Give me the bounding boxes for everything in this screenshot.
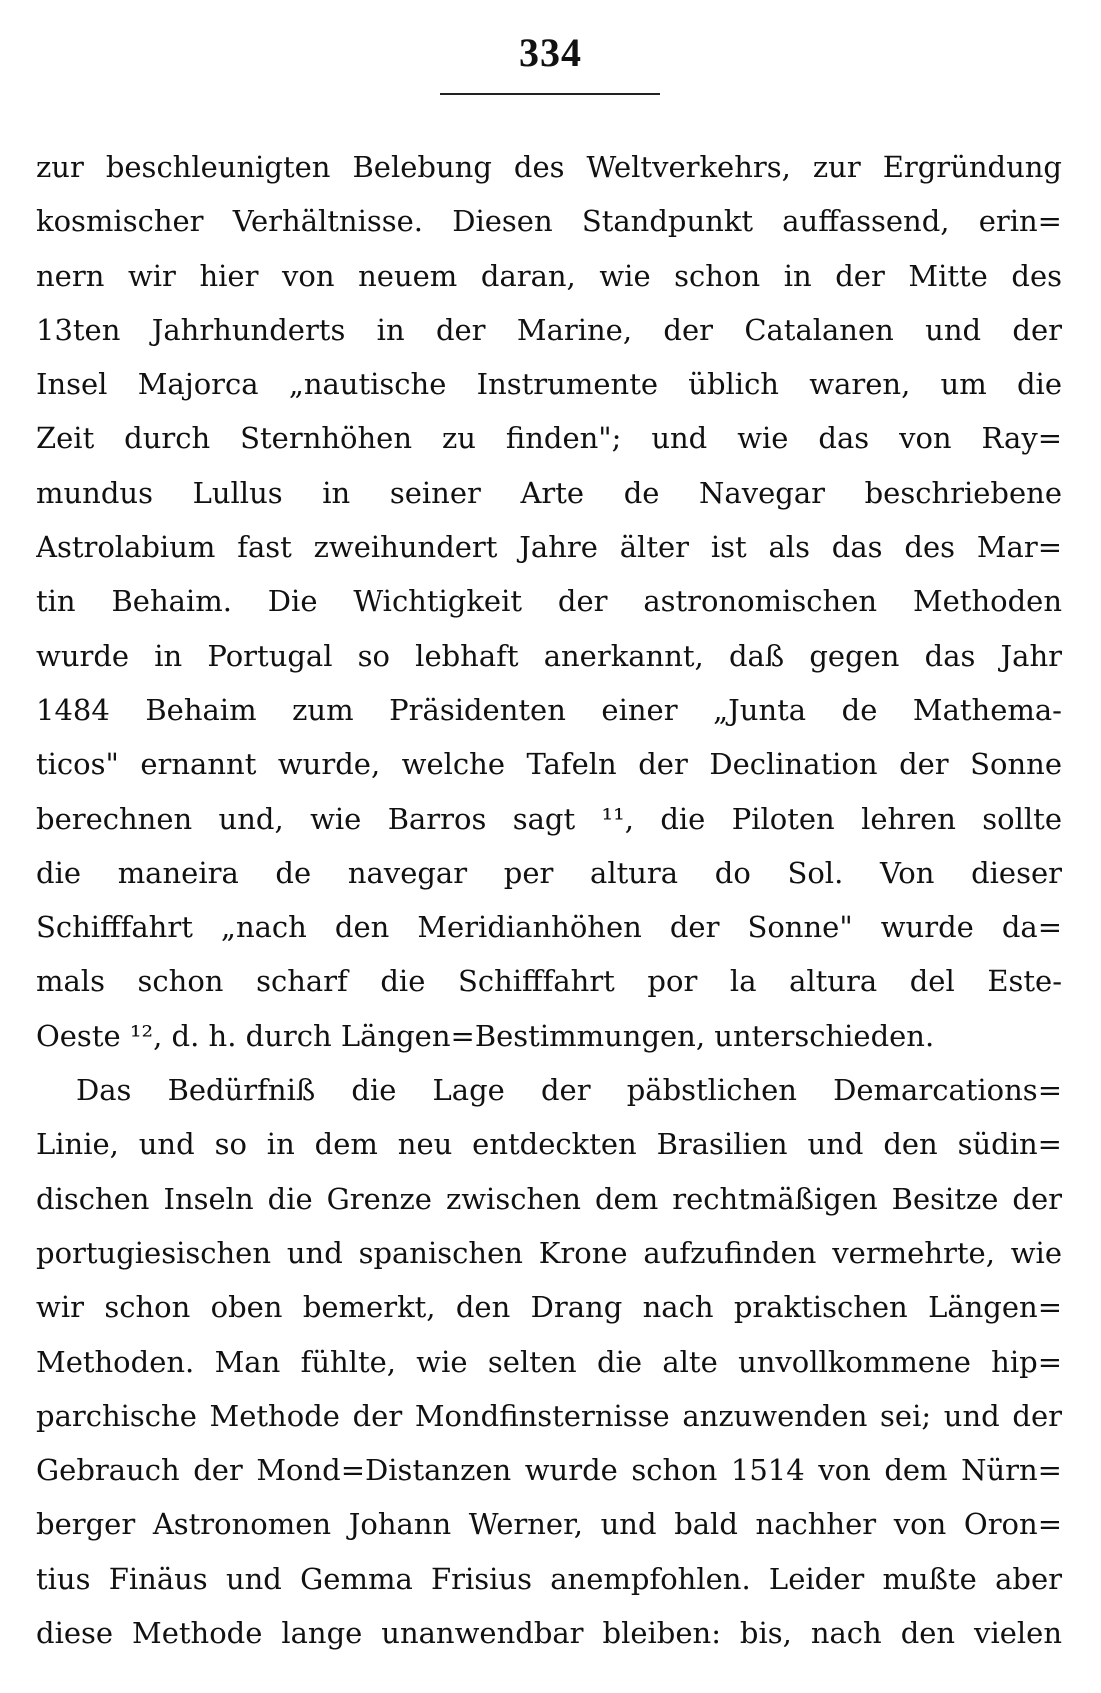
text-line: Zeit durch Sternhöhen zu finden"; und wie das von Ray= — [36, 421, 1062, 456]
text-line: Methoden. Man fühlte, wie selten die alte unvollkommene hip= — [36, 1344, 1062, 1379]
text-line: die maneira de navegar per altura do Sol. Von dieser — [36, 855, 1062, 890]
text-line: Das Bedürfniß die Lage der päbstlichen Demarcations= — [76, 1073, 1062, 1108]
text-line: berger Astronomen Johann Werner, und bald nachher von Oron= — [36, 1507, 1062, 1542]
text-line: zur beschleunigten Belebung des Weltverkehrs, zur Ergründung — [36, 150, 1062, 184]
body-text — [36, 140, 1062, 1660]
header-rule — [440, 93, 660, 95]
text-line: Insel Majorca „nautische Instrumente üblich waren, um die — [36, 367, 1062, 402]
text-line: mundus Lullus in seiner Arte de Navegar beschriebene — [36, 475, 1062, 510]
text-line: Astrolabium fast zweihundert Jahre älter ist als das des Mar= — [36, 530, 1062, 565]
text-line: wir schon oben bemerkt, den Drang nach praktischen Längen= — [36, 1290, 1062, 1325]
text-line: diese Methode lange unanwendbar bleiben: bis, nach den vielen — [36, 1616, 1062, 1651]
text-line: dischen Inseln die Grenze zwischen dem rechtmäßigen Besitze der — [36, 1181, 1062, 1216]
text-line: Oeste ¹², d. h. durch Längen=Bestimmungen, unterschieden. — [36, 1018, 935, 1053]
text-line: berechnen und, wie Barros sagt ¹¹, die Piloten lehren sollte — [36, 801, 1062, 836]
text-line: 1484 Behaim zum Präsidenten einer „Junta de Mathema- — [36, 692, 1062, 727]
text-line: mals schon scharf die Schifffahrt por la altura del Este- — [36, 964, 1062, 999]
text-line: parchische Methode der Mondfinsternisse anzuwenden sei; und der — [36, 1398, 1062, 1433]
text-line: nern wir hier von neuem daran, wie schon in der Mitte des — [36, 258, 1062, 293]
text-line: 13ten Jahrhunderts in der Marine, der Catalanen und der — [36, 312, 1062, 347]
text-line: portugiesischen und spanischen Krone aufzufinden vermehrte, wie — [36, 1235, 1062, 1270]
text-line: tius Finäus und Gemma Frisius anempfohlen. Leider mußte aber — [36, 1561, 1062, 1596]
text-line: Linie, und so in dem neu entdeckten Brasilien und den südin= — [36, 1127, 1062, 1162]
text-line: Schifffahrt „nach den Meridianhöhen der Sonne" wurde da= — [36, 910, 1062, 945]
text-line: wurde in Portugal so lebhaft anerkannt, daß gegen das Jahr — [36, 638, 1062, 673]
page-number: 334 — [519, 30, 582, 75]
text-line: ticos" ernannt wurde, welche Tafeln der Declination der Sonne — [36, 747, 1062, 782]
text-line: tin Behaim. Die Wichtigkeit der astronomischen Methoden — [36, 584, 1062, 619]
text-line: kosmischer Verhältnisse. Diesen Standpunkt auffassend, erin= — [36, 204, 1062, 239]
text-line: Gebrauch der Mond=Distanzen wurde schon 1514 von dem Nürn= — [36, 1453, 1062, 1488]
